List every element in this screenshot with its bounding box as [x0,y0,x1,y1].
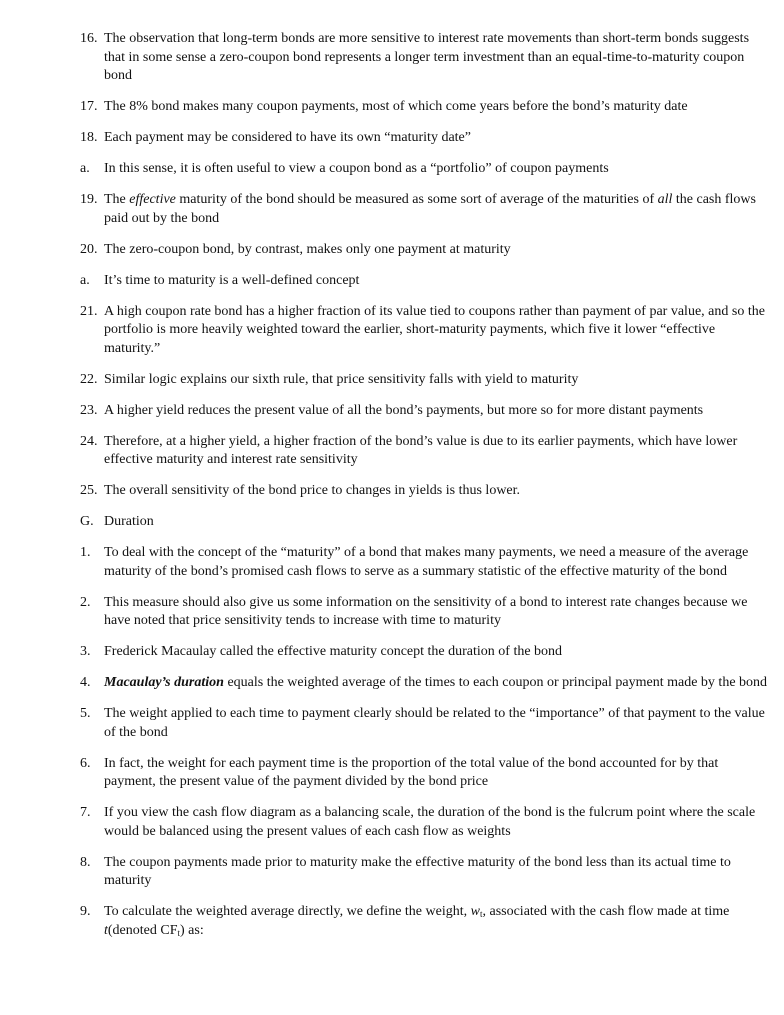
list-item-g5 [0,705,784,742]
emphasis-all: all [657,192,673,207]
list-item-text: This measure should also give us some information on the sensitivity of a bond to interest rate changes because we have noted that price sensitivity tends to increase with time to maturity [104,594,748,628]
list-item-text [104,904,729,938]
list-item-text: The coupon payments made prior to maturity make the effective maturity of the bond less than its actual time to maturity [104,854,731,888]
text-fragment: , associated with the cash flow made at time [482,904,730,919]
list-item-text: A higher yield reduces the present value of all the bond’s payments, but more so for more distant payments [104,402,704,418]
cf-subscript: t [177,927,181,938]
text-fragment: maturity of the bond should be measured as some sort of average of the maturities of [175,192,658,207]
list-item-21 [0,303,784,359]
list-marker: 17. [80,99,98,114]
list-item-text: The observation that long-term bonds are more sensitive to interest rate movements than short-term bonds suggests that in some sense a zero-coupon bond represents a longer term investment than an equal-time-to-maturity coupon bond [104,31,750,83]
list-item-g4 [0,674,784,693]
list-item-text: The zero-coupon bond, by contrast, makes only one payment at maturity [104,241,511,257]
list-item-g6 [0,755,784,792]
list-item-text: It’s time to maturity is a well-defined concept [104,272,360,288]
list-item-20 [0,241,784,260]
text-fragment: equals the weighted average of the times to each coupon or principal payment made by the bond [223,675,768,690]
list-item-text: Therefore, at a higher yield, a higher fraction of the bond’s value is due to its earlier payments, which have lower effective maturity and interest rate sensitivity [104,433,738,467]
list-marker: 21. [80,303,98,319]
list-item-24 [0,433,784,470]
text-fragment: The [104,192,130,207]
list-item-text: Similar logic explains our sixth rule, that price sensitivity falls with yield to maturity [104,371,579,387]
list-marker: 23. [80,402,98,418]
list-item-g8 [0,854,784,891]
term-macaulays-duration: Macaulay’s duration [104,675,224,690]
list-item-text: In fact, the weight for each payment time is the proportion of the total value of the bond accounted for by that payment, the present value of the payment divided by the bond price [104,755,719,789]
list-item-g2 [0,594,784,631]
list-marker: 5. [80,706,91,721]
weight-symbol: w [470,904,480,919]
list-marker: 25. [80,483,98,498]
list-item-text: If you view the cash flow diagram as a balancing scale, the duration of the bond is the fulcrum point where the scale would be balanced using the present values of each cash flow as weights [104,805,756,839]
section-marker: G. [80,514,94,529]
section-title: Duration [104,514,154,529]
list-item-g7 [0,804,784,841]
list-item-text: Each payment may be considered to have its own “maturity date” [104,130,471,145]
list-marker: 18. [80,130,98,145]
list-item-text: Frederick Macaulay called the effective maturity concept the duration of the bond [104,644,563,659]
text-fragment: the cash flows paid out by the bond [104,192,756,226]
list-marker: a. [80,272,90,288]
list-marker: 1. [80,545,91,560]
list-marker: a. [80,161,90,176]
list-item-text [104,675,767,690]
list-item-text [104,192,756,226]
list-marker: 19. [80,192,98,207]
text-fragment: (denoted CF [107,922,178,938]
time-symbol: t [104,922,108,938]
list-item-g9 [0,903,784,940]
list-marker: 3. [80,644,91,659]
text-fragment: To calculate the weighted average directly, we define the weight, [104,904,471,919]
list-marker: 9. [80,904,91,919]
list-marker: 4. [80,675,91,690]
list-item-22 [0,371,784,390]
list-item-18 [0,129,784,148]
list-item-text: To deal with the concept of the “maturity” of a bond that makes many payments, we need a measure of the average maturity of the bond’s promised cash flows to serve as a summary statistic of the effective maturity of the bond [104,545,749,579]
list-marker: 2. [80,594,91,610]
emphasis-effective: effective [129,192,176,207]
list-item-16 [0,30,784,86]
list-marker: 22. [80,371,98,387]
list-item-text: The overall sensitivity of the bond price to changes in yields is thus lower. [104,483,521,498]
list-item-18a [0,160,784,179]
list-item-text: In this sense, it is often useful to view a coupon bond as a “portfolio” of coupon payments [104,161,609,176]
list-item-20a [0,272,784,291]
section-heading-duration [0,513,784,532]
list-item-text: The weight applied to each time to payment clearly should be related to the “importance” of that payment to the value of the bond [104,706,765,740]
list-item-19 [0,191,784,228]
list-item-g1 [0,544,784,581]
list-marker: 6. [80,755,91,771]
list-item-g3 [0,643,784,662]
weight-subscript: t [479,909,483,919]
list-marker: 24. [80,433,98,449]
list-item-25 [0,482,784,501]
list-item-text: The 8% bond makes many coupon payments, most of which come years before the bond’s maturity date [104,99,688,114]
list-item-17 [0,98,784,117]
list-marker: 7. [80,805,91,820]
list-item-23 [0,402,784,421]
document-page [0,30,784,953]
list-marker: 16. [80,31,98,46]
text-fragment: ) as: [180,922,204,938]
list-item-text: A high coupon rate bond has a higher fraction of its value tied to coupons rather than payment of par value, and so the portfolio is more heavily weighted toward the earlier, short-maturity payments, which five it lower “effective maturity.” [104,303,765,356]
list-marker: 20. [80,241,98,257]
list-marker: 8. [80,854,91,870]
